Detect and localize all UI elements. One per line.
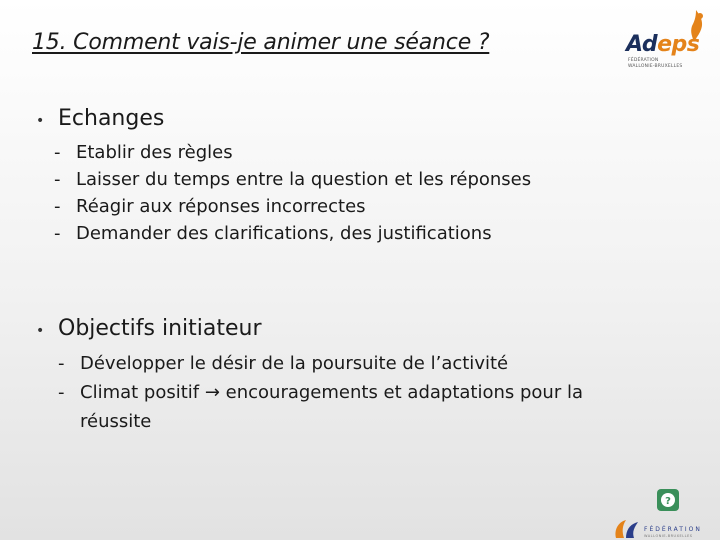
list-item: - Etablir des règles bbox=[54, 142, 233, 163]
list-item: - Développer le désir de la poursuite de l’activité bbox=[58, 353, 509, 374]
svg-text:?: ? bbox=[665, 496, 671, 507]
list-item: - Climat positif → encouragements et adaptations pour la réussite bbox=[58, 382, 583, 432]
federation-logo bbox=[612, 516, 720, 540]
section-heading: Echanges bbox=[58, 106, 165, 131]
adeps-logo bbox=[622, 8, 714, 70]
sub-list bbox=[54, 139, 531, 247]
federation-label: FÉDÉRATION bbox=[644, 526, 702, 533]
list-item: - Réagir aux réponses incorrectes bbox=[54, 196, 366, 217]
adeps-wordmark: Adeps bbox=[626, 32, 700, 57]
federation-emblem-icon bbox=[612, 516, 642, 540]
sub-list bbox=[58, 349, 658, 436]
logo-subtitle-1: FÉDÉRATION bbox=[628, 58, 659, 63]
list-item: - Laisser du temps entre la question et les réponses bbox=[54, 169, 532, 190]
federation-sublabel: WALLONIE-BRUXELLES bbox=[644, 534, 693, 538]
help-icon[interactable] bbox=[656, 488, 680, 512]
list-item: - Demander des clarifications, des justifications bbox=[54, 223, 492, 244]
section-objectifs bbox=[36, 316, 658, 436]
bullet-icon: • bbox=[36, 323, 45, 339]
section-heading: Objectifs initiateur bbox=[58, 316, 262, 341]
section-echanges bbox=[36, 106, 531, 247]
bullet-icon: • bbox=[36, 113, 45, 129]
logo-subtitle-2: WALLONIE-BRUXELLES bbox=[628, 64, 683, 69]
slide-title: 15. Comment vais-je animer une séance ? bbox=[32, 30, 490, 55]
